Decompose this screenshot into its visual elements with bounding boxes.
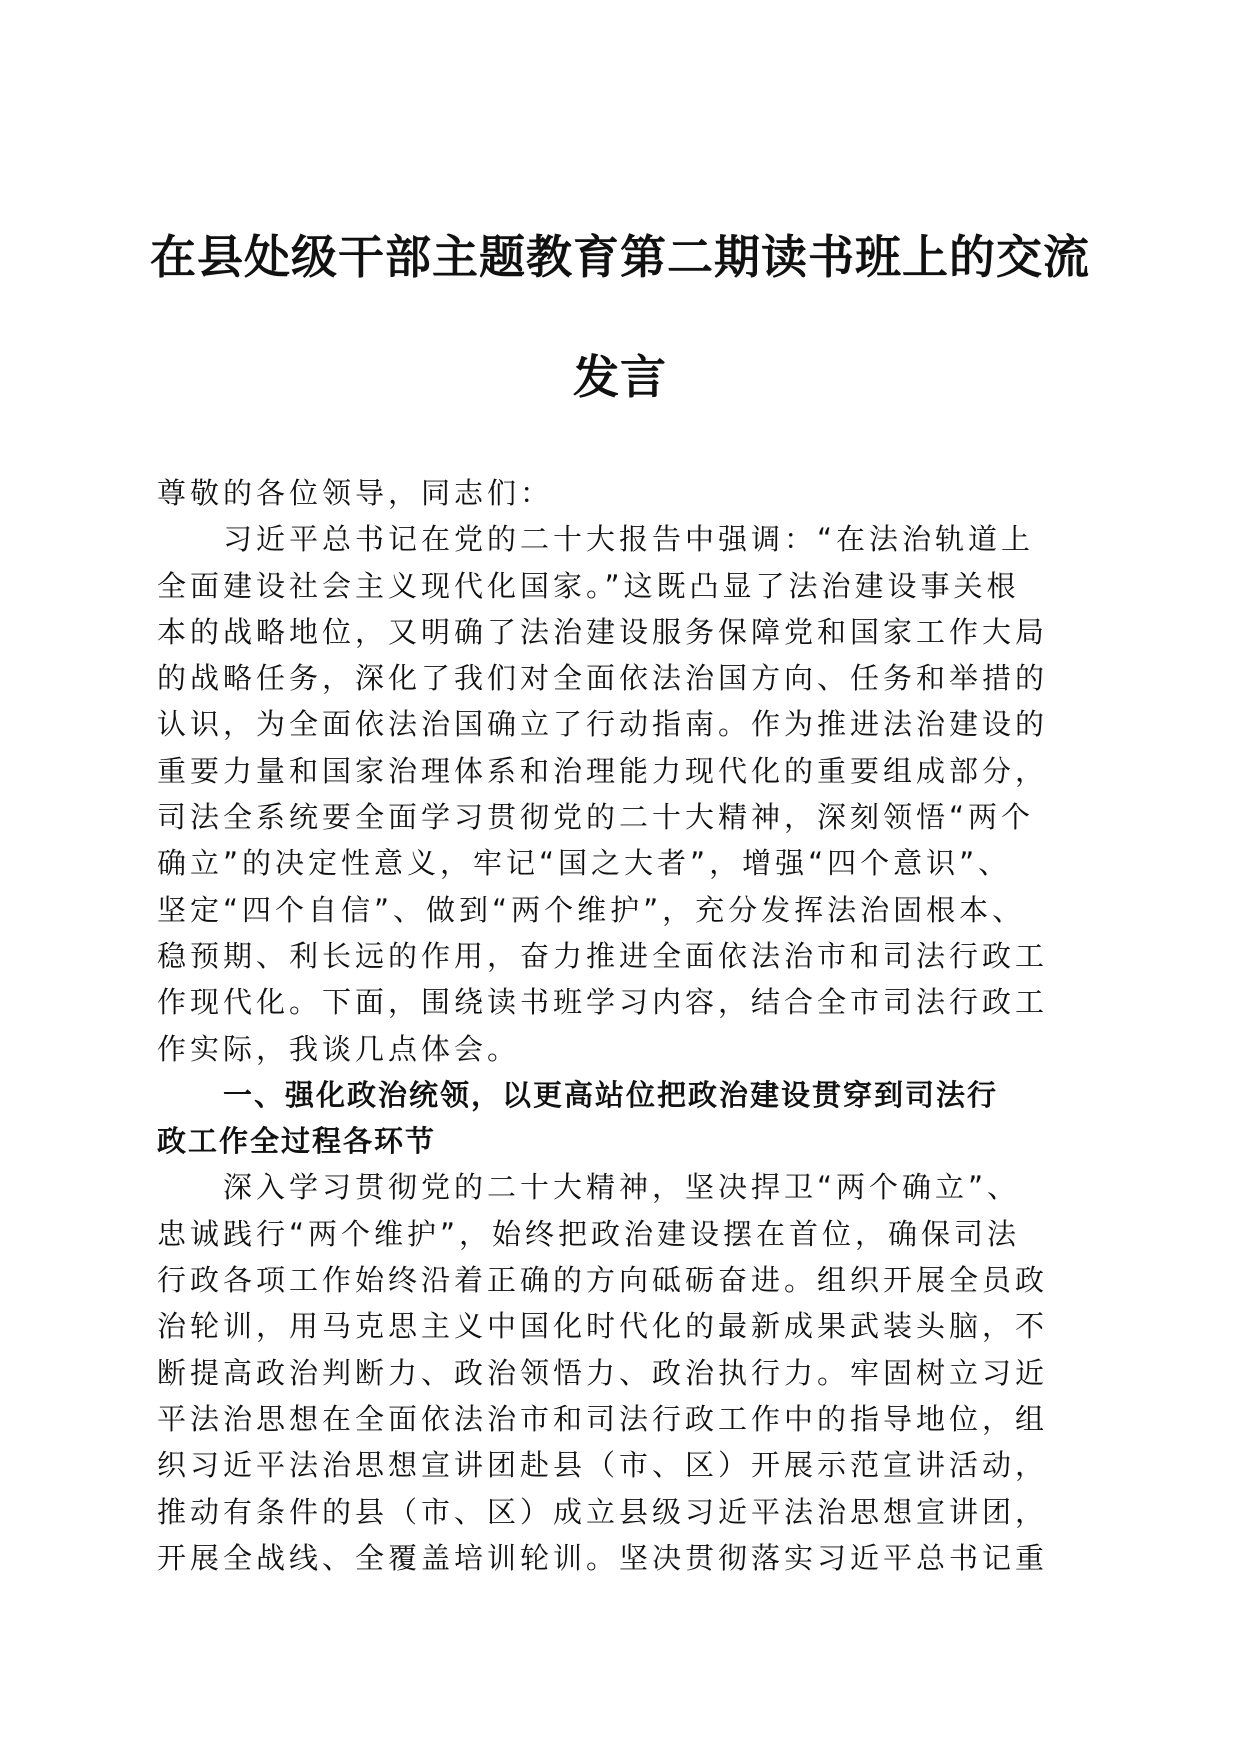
paragraph-line: 平法治思想在全面依法治市和司法行政工作中的指导地位，组 [157,1401,1049,1436]
paragraph-1 [157,516,1077,1072]
paragraph-line: 作现代化。下面，围绕读书班学习内容，结合全市司法行政工 [157,985,1049,1020]
document-body [157,470,1077,1581]
paragraph-line: 推动有条件的县（市、区）成立县级习近平法治思想宣讲团， [157,1494,1049,1529]
heading-line: 一、强化政治统领，以更高站位把政治建设贯穿到司法行 [223,1077,999,1112]
paragraph-line: 司法全系统要全面学习贯彻党的二十大精神，深刻领悟“两个 [157,800,1035,835]
paragraph-line: 坚定“四个自信”、做到“两个维护”，充分发挥法治固根本、 [157,892,1026,927]
paragraph-line: 重要力量和国家治理体系和治理能力现代化的重要组成部分， [157,753,1049,788]
paragraph-line: 的战略任务，深化了我们对全面依法治国方向、任务和举措的 [157,661,1049,696]
paragraph-line: 忠诚践行“两个维护”，始终把政治建设摆在首位，确保司法 [157,1216,1021,1251]
section-heading-1 [157,1072,1077,1165]
document-title-line-1: 在县处级干部主题教育第二期读书班上的交流 [150,230,1090,284]
paragraph-line: 行政各项工作始终沿着正确的方向砥砺奋进。组织开展全员政 [157,1263,1049,1298]
salutation: 尊敬的各位领导，同志们： [157,476,554,510]
paragraph-line: 本的战略地位，又明确了法治建设服务保障党和国家工作大局 [157,614,1049,649]
heading-line: 政工作全过程各环节 [157,1124,437,1159]
paragraph-line: 全面建设社会主义现代化国家。”这既凸显了法治建设事关根 [157,568,1020,603]
paragraph-line: 深入学习贯彻党的二十大精神，坚决捍卫“两个确立”、 [223,1170,1021,1205]
paragraph-line: 认识，为全面依法治国确立了行动指南。作为推进法治建设的 [157,707,1049,742]
paragraph-line: 治轮训，用马克思主义中国化时代化的最新成果武装头脑，不 [157,1309,1049,1344]
paragraph-line: 断提高政治判断力、政治领悟力、政治执行力。牢固树立习近 [157,1355,1049,1390]
paragraph-line: 作实际，我谈几点体会。 [157,1031,521,1066]
paragraph-2 [157,1164,1077,1581]
paragraph-line: 习近平总书记在党的二十大报告中强调：“在法治轨道上 [223,522,1035,557]
paragraph-line: 织习近平法治思想宣讲团赴县（市、区）开展示范宣讲活动， [157,1448,1049,1483]
paragraph-line: 确立”的决定性意义，牢记“国之大者”，增强“四个意识”、 [157,846,1012,881]
document-title-line-2: 发言 [573,350,667,404]
paragraph-line: 稳预期、利长远的作用，奋力推进全面依法治市和司法行政工 [157,938,1049,973]
paragraph-line: 开展全战线、全覆盖培训轮训。坚决贯彻落实习近平总书记重 [157,1540,1049,1575]
